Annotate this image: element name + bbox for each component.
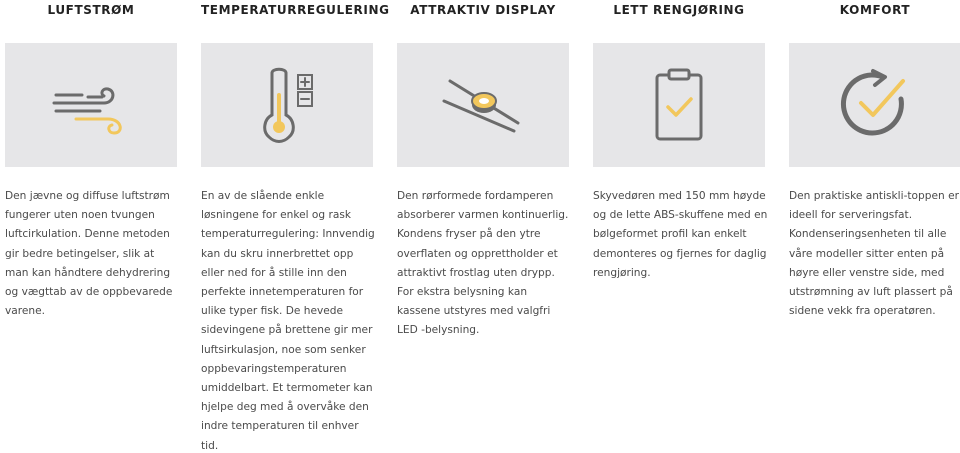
thermometer-icon	[252, 65, 322, 145]
feature-comfort	[789, 0, 960, 318]
feature-temperature	[201, 0, 390, 452]
feature-title: LETT RENGJØRING	[613, 3, 745, 17]
feature-icon-panel	[397, 43, 569, 167]
feature-icon-panel	[593, 43, 765, 167]
feature-cleaning	[593, 0, 768, 279]
feature-description: Den jævne og diffuse luftstrøm fungerer uten noen tvungen luftcirkulation. Denne metoden gir bedre betingelser, slik at man kan håndtere dehydrering og vægttab av de oppbevarede varene.	[5, 190, 173, 318]
airflow-icon	[46, 75, 136, 135]
feature-title: KOMFORT	[839, 3, 911, 17]
feature-icon-panel	[201, 43, 373, 167]
feature-description: En av de slående enkle løsningene for enkel og rask temperaturregulering: Innvendig kan du skru innerbrettet opp eller ned for å stille inn den perfekte innetemperaturen for ulike typer fisk. De hevede sidevingene på brettene gir mer luftsirkulasjon, noe som senker oppbevaringstemperaturen umiddelbart. Et termometer kan hjelpe deg med å overvåke den indre temperaturen til enhver tid.	[201, 190, 375, 452]
clipboard-check-icon	[649, 65, 709, 145]
feature-description: Den praktiske antiskli-toppen er ideell for serveringsfat. Kondenseringsenheten til alle våre modeller sitter enten på høyre eller venstre side, med utstrømning av luft plassert på sidene vekk fra operatøren.	[789, 190, 959, 318]
feature-display	[397, 0, 569, 337]
feature-title: LUFTSTRØM	[47, 3, 135, 17]
feature-icon-panel	[5, 43, 177, 167]
feature-description: Den rørformede fordamperen absorberer varmen kontinuerlig. Kondens fryser på den ytre overflaten og opprettholder et attraktivt frostlag uten drypp. For ekstra belysning kan kassene utstyres med valgfri LED -belysning.	[397, 190, 569, 337]
sushi-chopsticks-icon	[438, 75, 528, 135]
feature-airflow	[5, 0, 177, 318]
feature-title: ATTRAKTIV DISPLAY	[410, 3, 556, 17]
feature-title: TEMPERATURREGULERING	[201, 3, 390, 17]
feature-description: Skyvedøren med 150 mm høyde og de lette ABS-skuffene med en bølgeformet profil kan enkelt demonteres og fjernes for daglig rengjøring.	[593, 190, 768, 279]
rotate-check-icon	[835, 65, 915, 145]
feature-icon-panel	[789, 43, 960, 167]
